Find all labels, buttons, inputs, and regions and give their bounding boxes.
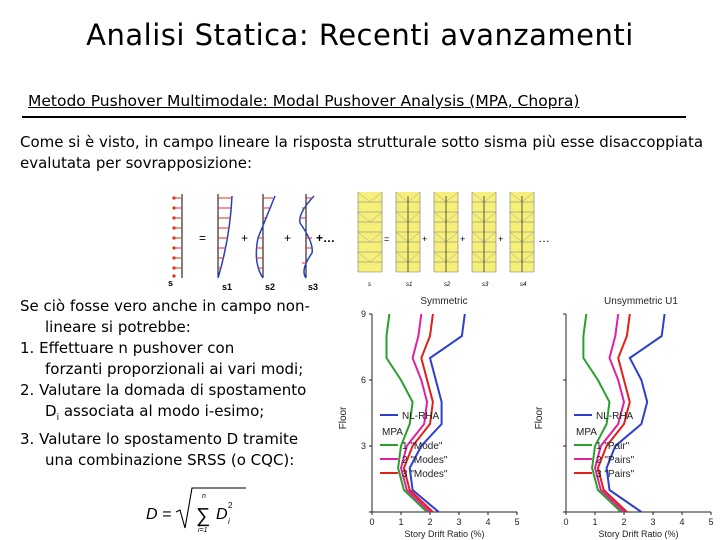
x-tick-label: 0 <box>563 517 569 527</box>
operator-plus-dots: +… <box>316 231 336 245</box>
x-tick-label: 5 <box>708 517 714 527</box>
step-3-number: 3. <box>20 430 35 448</box>
legend-label: 1 "Mode" <box>402 441 443 452</box>
mode-shape-s2 <box>256 194 275 278</box>
x-tick-label: 0 <box>369 517 375 527</box>
mode-shape-s1 <box>218 194 232 278</box>
x-tick-label: 2 <box>427 517 433 527</box>
chart-unsymmetric <box>534 290 720 540</box>
subtitle-rule <box>22 116 686 118</box>
step-2-number: 2. <box>20 381 35 399</box>
frames-operator-plus-3: + <box>498 234 504 244</box>
frames-operator-plus-2: + <box>460 234 466 244</box>
mode-label-s3: s3 <box>308 282 319 292</box>
step-2-subscript: i <box>56 413 60 423</box>
frame-label-s4: s4 <box>520 282 527 288</box>
sum-symbol: ∑ <box>196 505 211 527</box>
chart-title: Symmetric <box>420 296 468 307</box>
method-steps <box>20 296 350 471</box>
sqrt-sign <box>176 488 246 528</box>
operator-equals: = <box>199 231 207 245</box>
y-axis-label: Floor <box>338 406 349 430</box>
operator-plus-2: + <box>284 231 292 245</box>
slide-title: Analisi Statica: Recenti avanzamenti <box>86 18 634 52</box>
frame-label-s1: s1 <box>406 282 413 288</box>
formula-term-sub: i <box>228 517 230 526</box>
step-1 <box>20 338 350 359</box>
x-tick-label: 2 <box>621 517 627 527</box>
sum-bottom: i=1 <box>198 527 208 534</box>
legend-label: 2 "Pairs" <box>596 455 635 466</box>
srss-formula <box>142 486 252 538</box>
operator-plus-1: + <box>241 231 249 245</box>
legend-label: 1 "Pair" <box>596 441 630 452</box>
step-2-line2-rest: associata al modo i-esimo; <box>59 402 265 420</box>
mode-shape-s <box>172 194 182 278</box>
frame-s2 <box>434 192 458 272</box>
step-3-line2: una combinazione SRSS (o CQC): <box>45 451 295 469</box>
legend-group-title: MPA <box>576 427 597 438</box>
frame-s1 <box>396 192 420 272</box>
y-tick-label: 3 <box>360 441 366 451</box>
frame-s3 <box>472 192 496 272</box>
step-2-line2 <box>20 401 350 429</box>
step-2 <box>20 380 350 401</box>
intro-text: Come si è visto, in campo lineare la risposta strutturale sotto sisma più esse disaccoppiata evalutata per sovrapposizione: <box>20 133 704 172</box>
frames-superposition-diagram <box>354 190 554 290</box>
step-2-line1: Valutare la domada di spostamento <box>39 381 307 399</box>
frame-label-s2: s2 <box>444 282 451 288</box>
method-lead: Se ciò fosse vero anche in campo non-lineare si potrebbe: <box>20 297 310 336</box>
frames-operator-plus-1: + <box>422 234 428 244</box>
legend-label: NL-RHA <box>596 411 634 422</box>
x-tick-label: 1 <box>398 517 404 527</box>
mode-label-s2: s2 <box>265 282 276 292</box>
x-tick-label: 3 <box>650 517 656 527</box>
frame-s <box>358 192 382 272</box>
frame-s4 <box>510 192 534 272</box>
legend-label: 3 "Modes" <box>402 469 448 480</box>
x-tick-label: 5 <box>514 517 520 527</box>
chart-title: Unsymmetric U1 <box>604 296 678 307</box>
x-tick-label: 1 <box>592 517 598 527</box>
step-1-line2: forzanti proporzionali ai vari modi; <box>45 360 304 378</box>
formula-term: D <box>216 506 228 523</box>
legend-label: 3 "Pairs" <box>596 469 635 480</box>
frame-label-s3: s3 <box>482 282 489 288</box>
step-1-line1: Effettuare n pushover con <box>39 339 235 357</box>
step-1-number: 1. <box>20 339 35 357</box>
formula-term-sup: 2 <box>228 501 233 510</box>
formula-lhs: D = <box>146 506 172 523</box>
x-axis-label: Story Drift Ratio (%) <box>598 529 679 539</box>
x-axis-label: Story Drift Ratio (%) <box>404 529 485 539</box>
y-tick-label: 6 <box>360 375 366 385</box>
frame-label-s: s <box>368 282 371 288</box>
sum-top: n <box>202 493 206 500</box>
mode-label-s: s <box>168 278 174 288</box>
legend-group-title: MPA <box>382 427 403 438</box>
x-tick-label: 4 <box>679 517 685 527</box>
mode-shapes-diagram <box>168 188 348 300</box>
step-3 <box>20 429 350 450</box>
slide-subtitle: Metodo Pushover Multimodale: Modal Pushover Analysis (MPA, Chopra) <box>28 92 580 110</box>
y-axis-label: Floor <box>534 406 545 430</box>
mode-shape-s3 <box>300 194 314 278</box>
x-tick-label: 4 <box>485 517 491 527</box>
charts-panel <box>336 290 720 540</box>
y-tick-label: 9 <box>360 309 366 319</box>
legend-label: 2 "Modes" <box>402 455 448 466</box>
step-3-line1: Valutare lo spostamento D tramite <box>39 430 299 448</box>
legend-label: NL-RHA <box>402 411 440 422</box>
frames-operator-dots: … <box>538 231 550 245</box>
step-2-symbol: D <box>45 402 57 420</box>
chart-symmetric <box>338 290 527 540</box>
x-tick-label: 3 <box>456 517 462 527</box>
frames-operator-equals: = <box>384 234 390 244</box>
mode-label-s1: s1 <box>222 282 233 292</box>
